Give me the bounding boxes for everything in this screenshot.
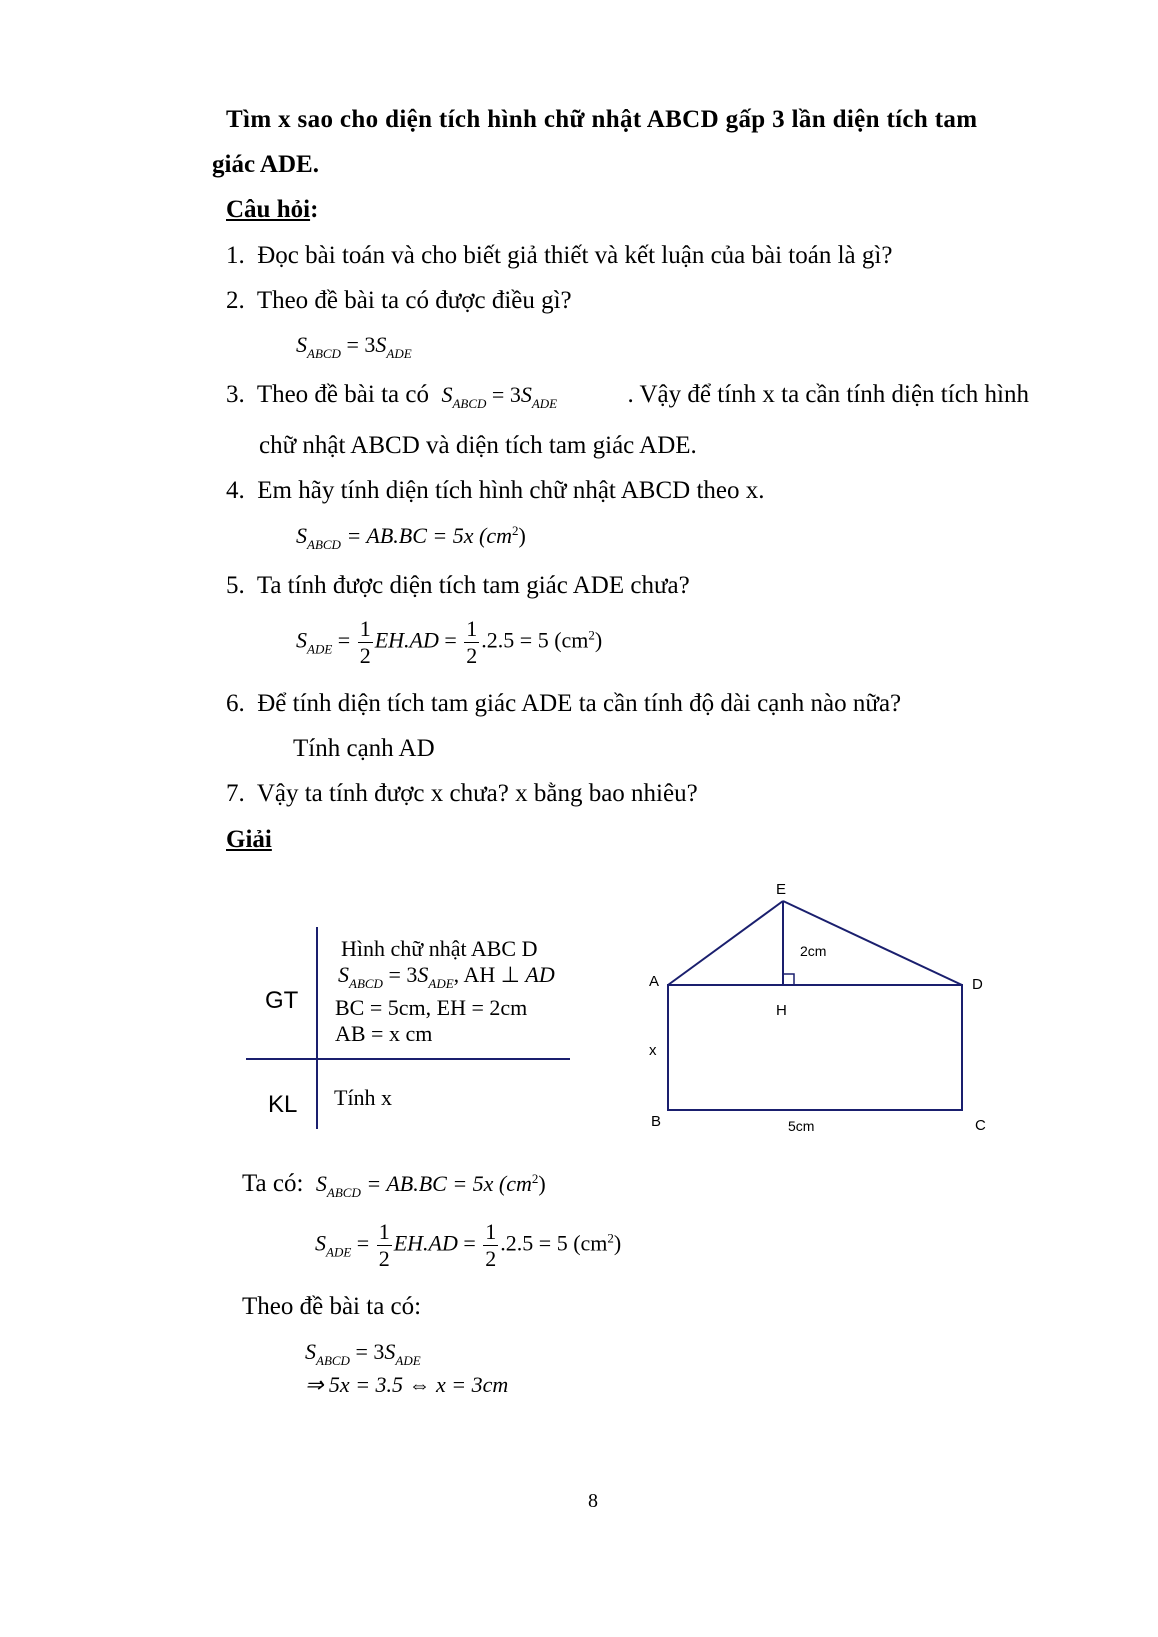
question-6 <box>226 690 901 718</box>
formula-sabcd-3sade: $S_{ABCD} = 3S_{ADE}$ <box>296 332 412 361</box>
label-eh-length: 2cm <box>800 943 827 959</box>
question-number: 3. <box>226 381 245 408</box>
question-5 <box>226 572 690 600</box>
page-number: 8 <box>588 1490 598 1512</box>
question-4 <box>226 477 765 505</box>
question-2 <box>226 287 572 315</box>
question-text: Theo đề bài ta có được điều gì? <box>256 287 572 314</box>
solution-formula-ratio: $S_{ABCD} = 3S_{ADE}$ <box>305 1339 421 1368</box>
solution-formula-sade: $S_{ADE}$ = $\frac{1}{2}$ EH.AD = $\frac{1}{2}$ .2.5 = 5 $(cm^2)$ <box>315 1219 622 1271</box>
question-text-after: . Vậy để tính x ta cần tính diện tích hình <box>627 381 1029 408</box>
formula-sabcd: $S_{ABCD} = AB.BC = 5x$ $(cm^2)$ <box>315 1171 546 1200</box>
question-number: 4. <box>226 477 245 504</box>
question-number: 7. <box>226 780 245 807</box>
question-number: 2. <box>226 287 245 314</box>
solution-heading: Giải <box>226 826 272 853</box>
question-number: 1. <box>226 242 245 269</box>
question-text: Theo đề bài ta có <box>256 381 429 408</box>
label-h: H <box>776 1002 787 1019</box>
question-3-line-2: chữ nhật ABCD và diện tích tam giác ADE. <box>259 432 697 459</box>
formula-sade: $S_{ADE}$ = $\frac{1}{2}$ EH.AD = $\frac{1}{2}$ .2.5 = 5 $(cm^2)$ <box>296 616 603 668</box>
table-vertical-line <box>316 927 318 1129</box>
gt-line-2: $S_{ABCD} = 3S_{ADE}$, AH ⊥ AD <box>338 962 555 991</box>
question-3 <box>226 381 1029 412</box>
formula-sabcd: $S_{ABCD} = AB.BC = 5x$ $(cm^2)$ <box>296 523 526 552</box>
question-number: 6. <box>226 690 245 717</box>
questions-heading-colon: : <box>310 196 319 223</box>
problem-line-2: giác ADE. <box>212 151 319 178</box>
label-b: B <box>651 1113 662 1130</box>
solution-line-1 <box>242 1170 546 1201</box>
geometry-diagram <box>630 870 1030 1150</box>
inline-formula: $S_{ABCD} = 3S_{ADE}$ <box>441 382 558 411</box>
table-horizontal-line <box>246 1058 570 1060</box>
question-number: 5. <box>226 572 245 599</box>
label-a: A <box>649 973 660 990</box>
segment-ae <box>668 901 783 985</box>
question-text: Em hãy tính diện tích hình chữ nhật ABCD theo x. <box>257 477 765 504</box>
gt-line-1: Hình chữ nhật ABC D <box>341 936 538 961</box>
questions-heading <box>226 196 318 224</box>
question-7 <box>226 780 698 808</box>
label-e: E <box>776 881 787 898</box>
right-angle-mark <box>783 974 794 985</box>
gt-line-3: BC = 5cm, EH = 2cm <box>335 995 528 1020</box>
label-d: D <box>972 976 983 993</box>
solution-result: ⇒ 5x = 3.5 ⇔ x = 3cm <box>305 1372 509 1397</box>
kl-text: Tính x <box>334 1085 393 1110</box>
label-x: x <box>649 1042 657 1059</box>
solution-theo: Theo đề bài ta có: <box>242 1293 422 1320</box>
question-text: Để tính diện tích tam giác ADE ta cần tính độ dài cạnh nào nữa? <box>257 690 902 717</box>
problem-line-1: Tìm x sao cho diện tích hình chữ nhật ABCD gấp 3 lần diện tích tam <box>226 106 978 133</box>
question-1 <box>226 242 892 270</box>
rectangle-abcd <box>668 985 962 1110</box>
label-bc-length: 5cm <box>788 1118 815 1134</box>
questions-heading-text: Câu hỏi <box>226 196 311 223</box>
question-text: Ta tính được diện tích tam giác ADE chưa? <box>256 572 690 599</box>
gt-line-4: AB = x cm <box>335 1021 433 1046</box>
taco-label: Ta có: <box>242 1170 304 1197</box>
question-text: Đọc bài toán và cho biết giả thiết và kết luận của bài toán là gì? <box>257 242 893 269</box>
kl-label: KL <box>268 1091 298 1118</box>
question-text: Vậy ta tính được x chưa? x bằng bao nhiêu? <box>256 780 698 807</box>
label-c: C <box>975 1117 986 1134</box>
question-6-answer: Tính cạnh AD <box>293 735 435 762</box>
gt-label: GT <box>265 987 299 1014</box>
